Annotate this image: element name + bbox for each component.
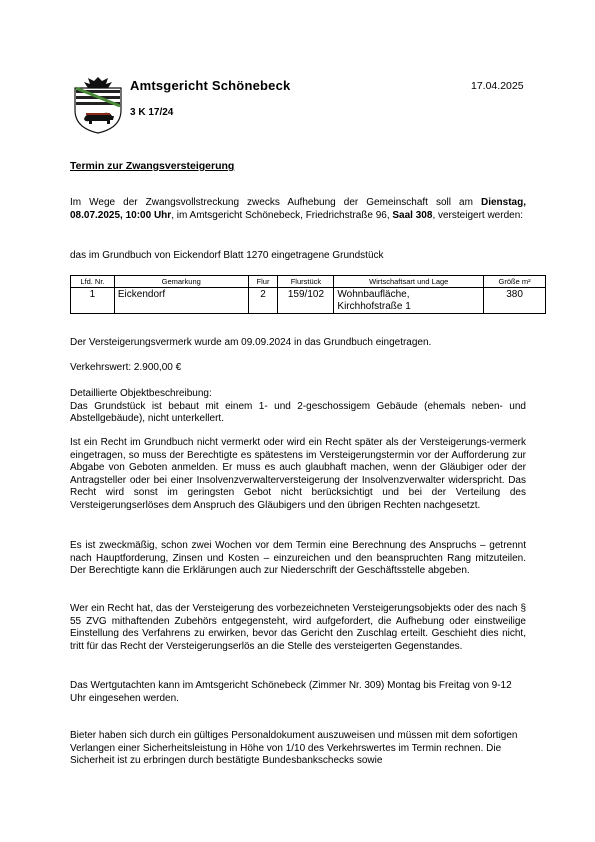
document-date: 17.04.2025	[471, 80, 524, 92]
auction-room: Saal 308	[392, 209, 433, 221]
intro-paragraph	[70, 197, 526, 222]
register-line: das im Grundbuch von Eickendorf Blatt 1270 eingetragene Grundstück	[70, 250, 384, 261]
intro-text-3: , versteigert werden:	[432, 209, 524, 221]
document-title: Termin zur Zwangsversteigerung	[70, 160, 235, 172]
header-flur: Flur	[248, 276, 278, 288]
case-number: 3 K 17/24	[130, 107, 174, 118]
description-title: Detaillierte Objektbeschreibung:	[70, 388, 212, 399]
cell-nr: 1	[71, 288, 115, 314]
appraisal-paragraph: Das Wertgutachten kann im Amtsgericht Schönebeck (Zimmer Nr. 309) Montag bis Freitag von 9-12 Uhr eingesehen werden.	[70, 680, 512, 704]
cell-gemarkung: Eickendorf	[114, 288, 248, 314]
table-header-row	[71, 276, 546, 288]
cell-flur: 2	[248, 288, 278, 314]
header-lfd-nr: Lfd. Nr.	[71, 276, 115, 288]
header-flurstueck: Flurstück	[278, 276, 334, 288]
vermerk-paragraph: Der Versteigerungsvermerk wurde am 09.09.2024 in das Grundbuch eingetragen.	[70, 337, 432, 348]
cell-lage-line1: Wohnbaufläche,	[337, 289, 410, 300]
header-gemarkung: Gemarkung	[114, 276, 248, 288]
rights-paragraph: Ist ein Recht im Grundbuch nicht vermerkt oder wird ein Recht später als der Versteigerungs-vermerk eingetragen, so muss der Berechtigte es spätestens im Versteigerungstermin vor der Aufforderung zur Abgabe von Geboten anmelden. Er muss es auch glaubhaft machen, wenn der Gläubiger oder der Antragsteller oder bei einer Insolvenzverwalterversteigerung der Insolvenzverwalter widerspricht. Das Recht wird sonst im geringsten Gebot nicht berücksichtigt und bei der Verteilung des Versteigerungserlöses dem Anspruch des Gläubigers und den übrigen Rechten nachgesetzt.	[70, 437, 526, 511]
cell-lage-line2: Kirchhofstraße 1	[337, 300, 411, 312]
header-lage: Wirtschaftsart und Lage	[334, 276, 484, 288]
description-text: Das Grundstück ist bebaut mit einem 1- und 2-geschossigem Gebäude (ehemals neben- und Abstellgebäude), nicht unterkellert.	[70, 400, 526, 424]
verkehrswert: Verkehrswert: 2.900,00 €	[70, 362, 182, 373]
calculation-paragraph: Es ist zweckmäßig, schon zwei Wochen vor dem Termin eine Berechnung des Anspruchs – getrennt nach Hauptforderung, Zinsen und Kosten – einzureichen und den beanspruchten Rang mitzuteilen. Der Berechtigte kann die Erklärungen auch zur Niederschrift der Geschäftsstelle abgeben.	[70, 540, 526, 576]
court-name: Amtsgericht Schönebeck	[130, 78, 291, 93]
cell-lage	[334, 288, 484, 314]
auction-date: Dienstag, 08.07.2025, 10:00 Uhr	[70, 197, 526, 221]
coat-of-arms-icon	[72, 76, 124, 134]
description-section	[70, 388, 526, 426]
property-table	[70, 275, 546, 314]
intro-text-2: , im Amtsgericht Schönebeck, Friedrichstraße 96,	[171, 209, 393, 221]
cell-groesse: 380	[484, 288, 546, 314]
intro-text-1: Im Wege der Zwangsvollstreckung zwecks Aufhebung der Gemeinschaft soll am	[70, 197, 481, 208]
bidder-paragraph: Bieter haben sich durch ein gültiges Personaldokument auszuweisen und müssen mit dem sofortigen Verlangen einer Sicherheitsleistung in Höhe von 1/10 des Verkehrswertes im Termin rechnen. Die Sicherheit ist zu erbringen durch bestätigte Bundesbankschecks sowie	[70, 730, 518, 766]
header-groesse: Größe m²	[484, 276, 546, 288]
objection-paragraph: Wer ein Recht hat, das der Versteigerung des vorbezeichneten Versteigerungsobjekts oder des nach § 55 ZVG mithaftenden Zubehörs entgegensteht, wird aufgefordert, die Aufhebung oder einstweilige Einstellung des Verfahrens zu erwirken, bevor das Gericht den Zuschlag erteilt. Geschieht dies nicht, tritt für das Recht der Versteigerungserlös an die Stelle des versteigerten Gegenstandes.	[70, 603, 526, 652]
table-row	[71, 288, 546, 314]
cell-flurstueck: 159/102	[278, 288, 334, 314]
